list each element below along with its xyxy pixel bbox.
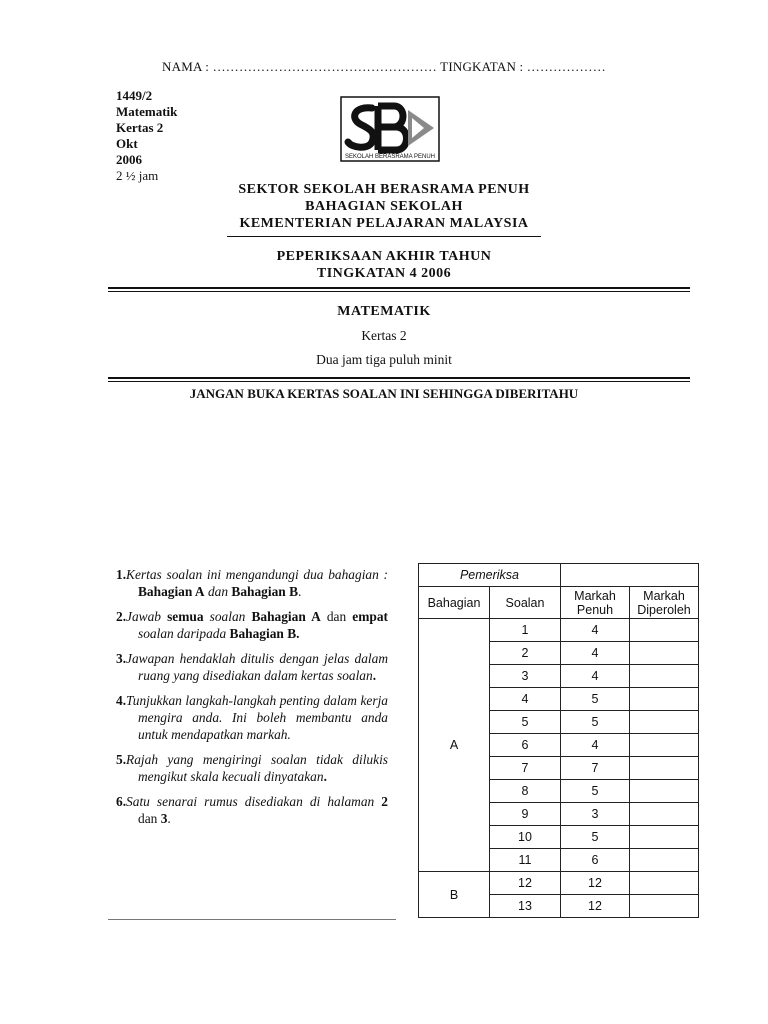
marks-table	[418, 563, 699, 918]
question-number-cell: 4	[490, 688, 561, 711]
org-line-3: KEMENTERIAN PELAJARAN MALAYSIA	[239, 216, 529, 231]
obtained-marks-cell	[630, 803, 699, 826]
obtained-marks-cell	[630, 780, 699, 803]
instruction-text: Jawapan hendaklah ditulis dengan jelas dalam ruang yang disediakan dalam kertas soalan	[126, 651, 388, 683]
obtained-marks-cell	[630, 688, 699, 711]
sbp-logo-mark	[340, 96, 440, 162]
instruction-item	[116, 751, 388, 785]
full-marks-cell: 5	[561, 711, 630, 734]
paper-info	[116, 88, 177, 184]
instruction-text: 2	[381, 794, 388, 809]
full-marks-cell: 4	[561, 642, 630, 665]
question-number-cell: 13	[490, 895, 561, 918]
paper-month: Okt	[116, 136, 138, 151]
examiner-blank	[561, 564, 699, 587]
question-number-cell: 1	[490, 619, 561, 642]
instructions-list	[116, 566, 388, 827]
exam-form: TINGKATAN 4 2006	[316, 266, 452, 281]
instruction-text: dan	[320, 609, 353, 624]
examiner-header: Pemeriksa	[419, 564, 561, 587]
obtained-marks-cell	[630, 665, 699, 688]
full-marks-cell: 4	[561, 665, 630, 688]
obtained-marks-cell	[630, 826, 699, 849]
instruction-item	[116, 650, 388, 684]
table-column-row	[419, 587, 699, 619]
question-number-cell: 5	[490, 711, 561, 734]
full-marks-cell: 7	[561, 757, 630, 780]
obtained-marks-cell	[630, 619, 699, 642]
obtained-marks-cell	[630, 895, 699, 918]
logo-caption: SEKOLAH BERASRAMA PENUH	[344, 154, 436, 160]
paper-year: 2006	[116, 152, 142, 167]
instruction-text: Tunjukkan langkah-langkah penting dalam kerja mengira anda. Ini boleh membantu anda untuk mendapatkan markah.	[126, 693, 388, 742]
instruction-text: Kertas soalan ini mengandungi dua bahagian :	[126, 567, 388, 582]
paper-number: Kertas 2	[116, 120, 164, 135]
instruction-text: Bahagian B.	[229, 626, 300, 641]
instruction-text: .	[167, 811, 171, 826]
instruction-number: 6.	[116, 794, 127, 809]
instruction-item	[116, 566, 388, 600]
obtained-marks-cell	[630, 872, 699, 895]
full-marks-cell: 5	[561, 688, 630, 711]
question-number-cell: 9	[490, 803, 561, 826]
instruction-number: 1.	[116, 567, 127, 582]
table-header-row	[419, 564, 699, 587]
instruction-item	[116, 793, 388, 827]
name-form-line: NAMA : …………………………………………… TINGKATAN : ………………	[162, 59, 606, 74]
full-marks-cell: 12	[561, 872, 630, 895]
instruction-text: .	[372, 668, 377, 683]
obtained-marks-cell	[630, 734, 699, 757]
divider-thick-2a	[108, 377, 690, 379]
sbp-logo	[340, 96, 440, 162]
divider-thick-2b	[108, 381, 690, 382]
obtained-marks-cell	[630, 757, 699, 780]
paper-subject: Matematik	[116, 104, 178, 119]
section-cell: B	[419, 872, 490, 918]
paper-label: Kertas 2	[361, 328, 407, 343]
col-full-marks-header: Markah Penuh	[561, 587, 630, 619]
instruction-item	[116, 692, 388, 743]
question-number-cell: 2	[490, 642, 561, 665]
divider-thick-1a	[108, 287, 690, 289]
obtained-marks-cell	[630, 849, 699, 872]
full-marks-cell: 5	[561, 780, 630, 803]
question-number-cell: 11	[490, 849, 561, 872]
subject-title: MATEMATIK	[337, 304, 431, 319]
full-marks-cell: 3	[561, 803, 630, 826]
instruction-text: Satu senarai rumus disediakan di halaman	[126, 794, 382, 809]
instruction-number: 4.	[116, 693, 127, 708]
divider-thick-1b	[108, 291, 690, 292]
col-question-header: Soalan	[490, 587, 561, 619]
col-obtained-marks-header: Markah Diperoleh	[630, 587, 699, 619]
instruction-text: Bahagian A	[138, 584, 205, 599]
instruction-text: soalan	[203, 609, 252, 624]
full-marks-cell: 6	[561, 849, 630, 872]
instruction-text: 3	[160, 811, 168, 826]
question-number-cell: 10	[490, 826, 561, 849]
warning-text: JANGAN BUKA KERTAS SOALAN INI SEHINGGA DIBERITAHU	[189, 386, 579, 401]
question-number-cell: 3	[490, 665, 561, 688]
duration-text: Dua jam tiga puluh minit	[316, 352, 452, 367]
question-number-cell: 12	[490, 872, 561, 895]
table-row	[419, 872, 699, 895]
obtained-marks-cell	[630, 711, 699, 734]
section-cell: A	[419, 619, 490, 872]
question-number-cell: 8	[490, 780, 561, 803]
full-marks-cell: 4	[561, 734, 630, 757]
instruction-item	[116, 608, 388, 642]
col-section-header: Bahagian	[419, 587, 490, 619]
table-row	[419, 619, 699, 642]
instruction-text: soalan daripada	[138, 626, 230, 641]
instruction-text: dan	[138, 811, 161, 826]
full-marks-cell: 12	[561, 895, 630, 918]
divider-thin	[227, 236, 541, 237]
instruction-text: Rajah yang mengiringi soalan tidak dilukis mengikut skala kecuali dinyatakan	[126, 752, 388, 784]
instructions-bottom-rule	[108, 919, 396, 920]
instruction-text: .	[323, 769, 327, 784]
instruction-text: Bahagian B	[231, 584, 298, 599]
instruction-number: 5.	[116, 752, 127, 767]
instruction-number: 2.	[116, 609, 127, 624]
org-line-2: BAHAGIAN SEKOLAH	[305, 199, 463, 214]
instruction-text: .	[298, 584, 302, 599]
instruction-number: 3.	[116, 651, 127, 666]
obtained-marks-cell	[630, 642, 699, 665]
org-line-1: SEKTOR SEKOLAH BERASRAMA PENUH	[238, 182, 530, 197]
full-marks-cell: 4	[561, 619, 630, 642]
instruction-text: dan	[204, 584, 232, 599]
exam-title: PEPERIKSAAN AKHIR TAHUN	[276, 249, 492, 264]
instruction-text: Jawab	[126, 609, 168, 624]
full-marks-cell: 5	[561, 826, 630, 849]
instruction-text: semua	[167, 609, 204, 624]
question-number-cell: 7	[490, 757, 561, 780]
instruction-text: Bahagian A	[251, 609, 321, 624]
paper-code: 1449/2	[116, 88, 153, 103]
question-number-cell: 6	[490, 734, 561, 757]
instruction-text: empat	[352, 609, 388, 624]
paper-duration: 2 ½ jam	[116, 168, 159, 183]
